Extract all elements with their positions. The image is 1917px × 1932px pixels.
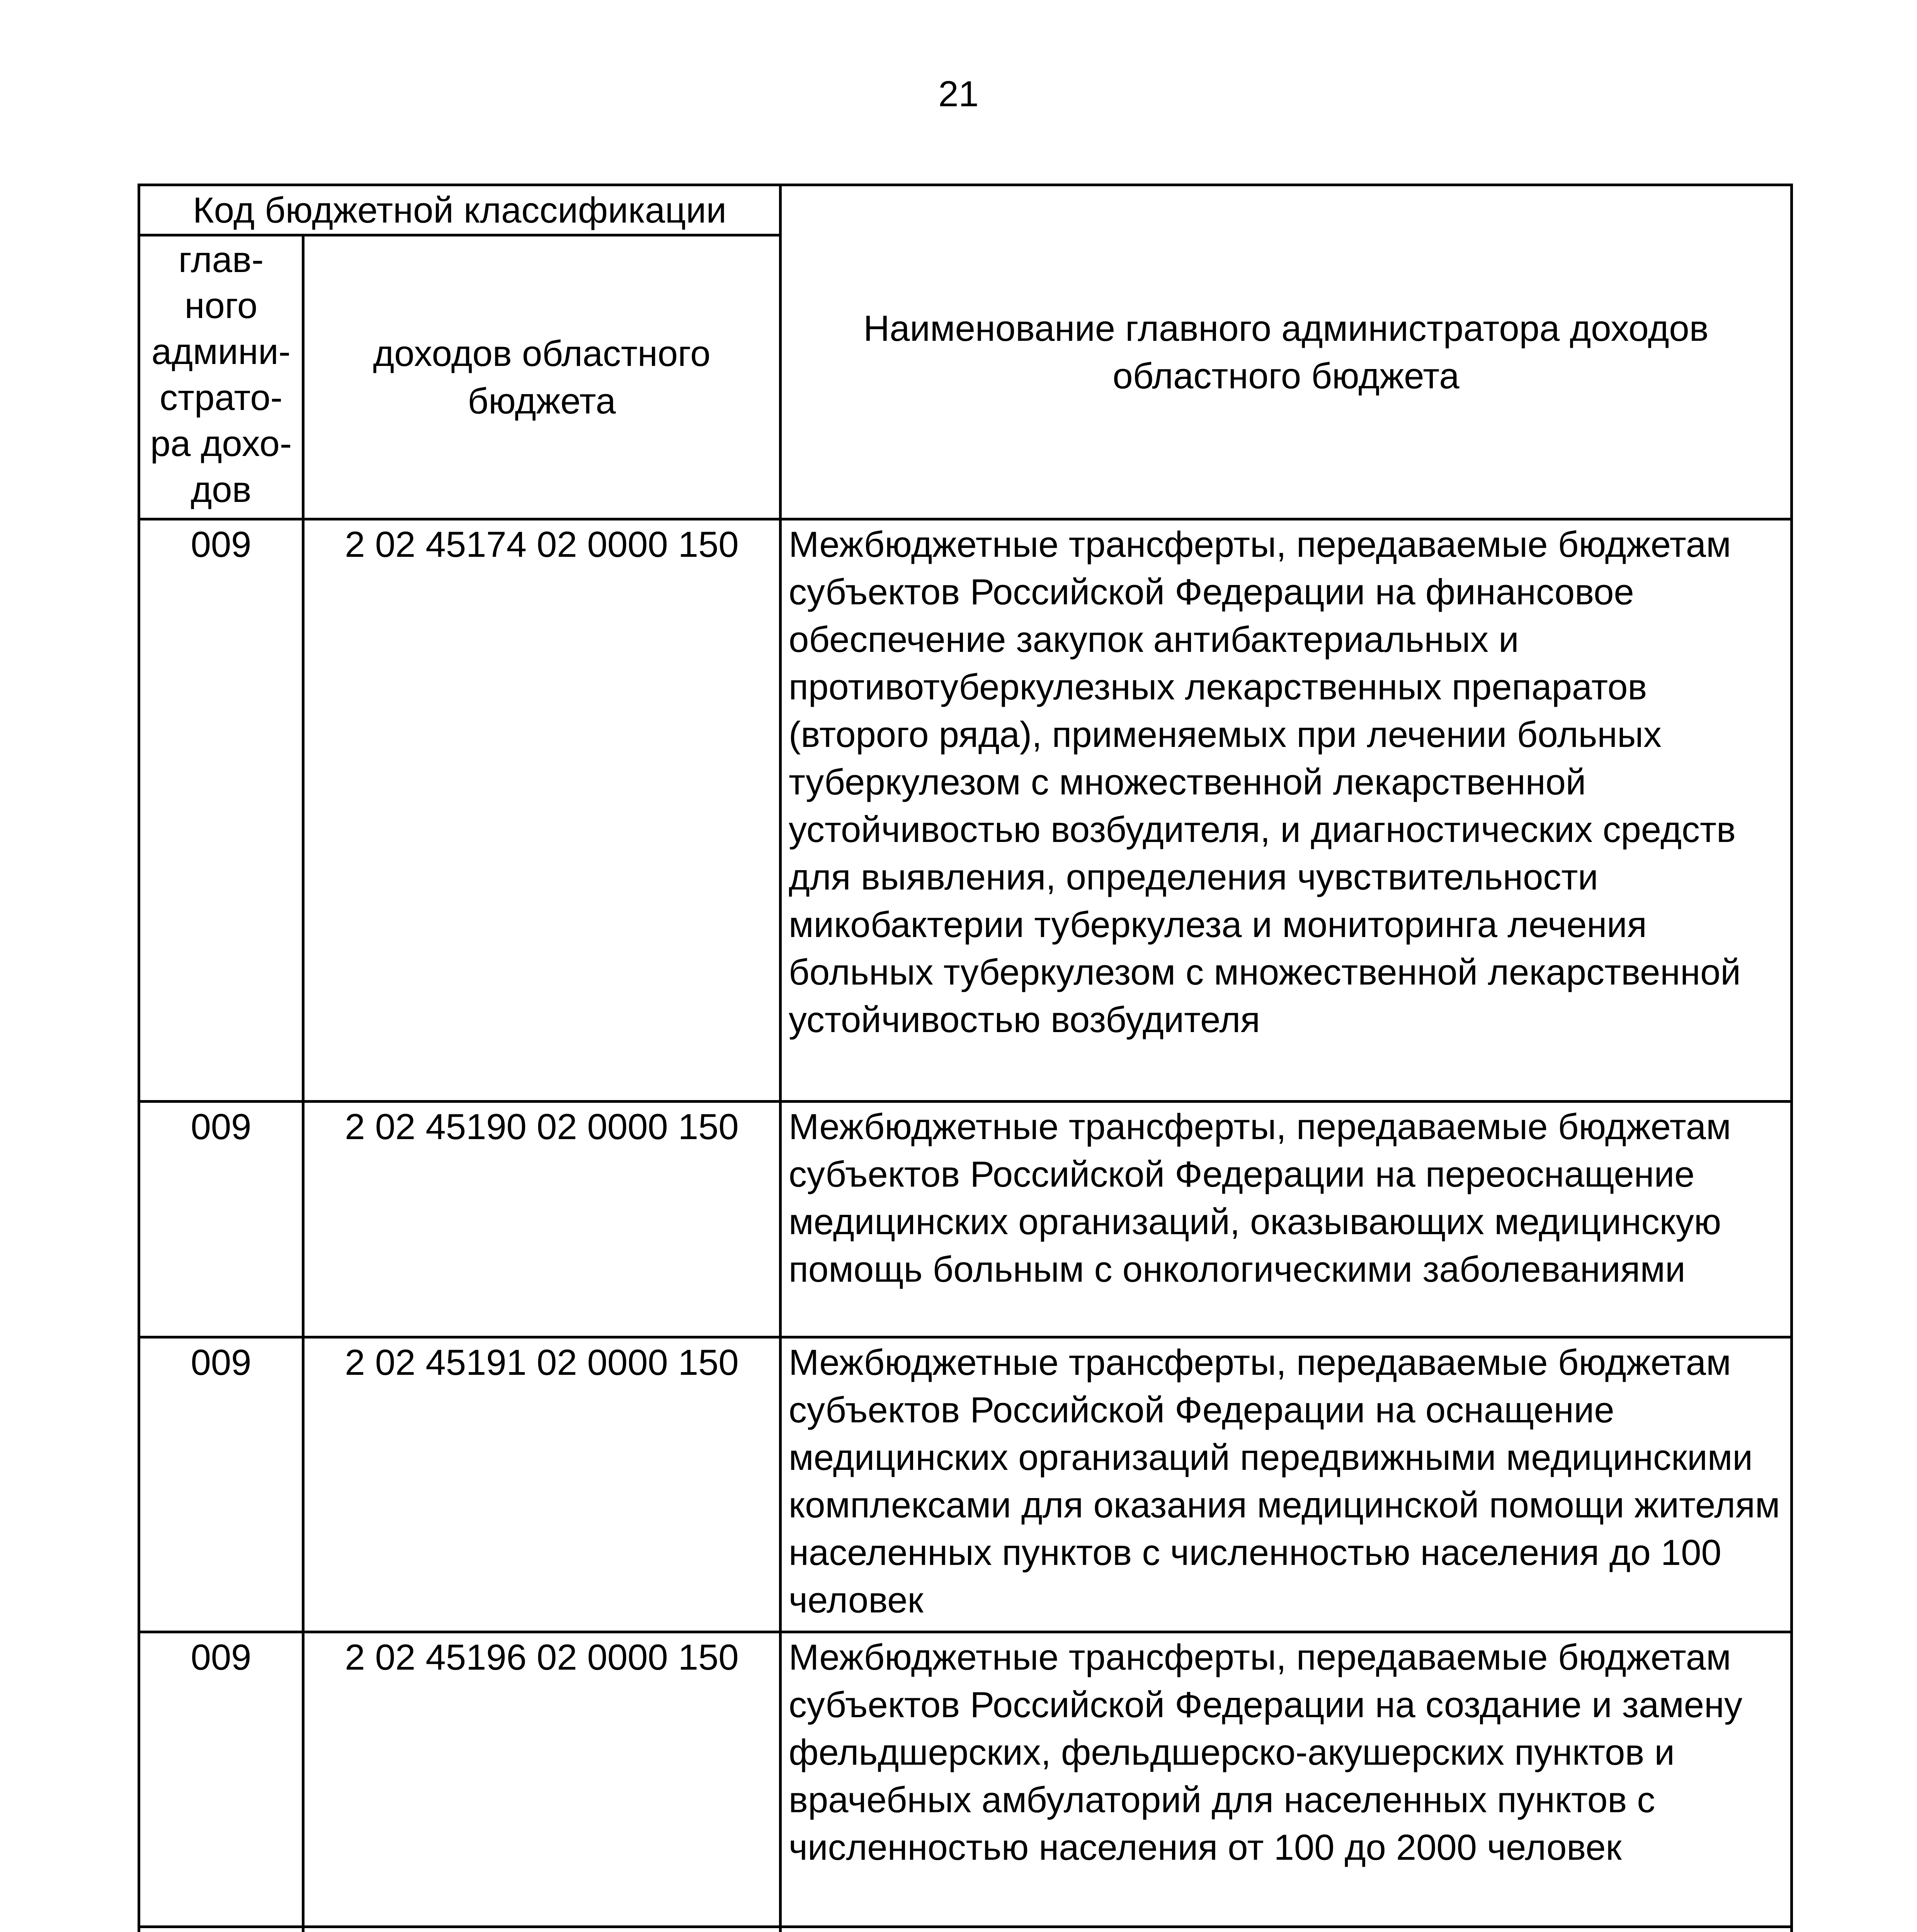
revenue-name-cell: Межбюджетные трансферты, передаваемые бюджетам субъектов Российской Федерации на оснащение медицинских организаций передвижными медицинскими комплексами для оказания медицинской помощи жителям населенных пунктов с численностью населения до 100 человек (781, 1337, 1792, 1632)
revenue-name-cell: Межбюджетные трансферты, передаваемые бюджетам субъектов Российской Федерации на финансовое обеспечение закупок антибактериальных и противотуберкулезных лекарственных препаратов (второго ряда), применяемых при лечении больных туберкулезом с множественной лекарственной устойчивостью возбудителя, и диагностических средств для выявления, определения чувствительности микобактерии туберкулеза и мониторинга лечения больных туберкулезом с множественной лекарственной устойчивостью возбудителя (781, 519, 1792, 1102)
budget-code-cell: 2 02 45174 02 0000 150 (303, 519, 781, 1102)
header-regional-budget-revenue-text: доходов областного бюджета (373, 333, 711, 421)
admin-code-cell: 009 (139, 1632, 303, 1927)
revenue-name-cell: Межбюджетные трансферты, передаваемые бюджетам субъектов Российской Федерации на переоснащение медицинских организаций, оказывающих медицинскую помощь больным с онкологическими заболеваниями (781, 1102, 1792, 1337)
budget-code-cell: 2 02 45196 02 0000 150 (303, 1632, 781, 1927)
revenue-name-cell: Межбюджетные трансферты, передаваемые бюджетам субъектов Российской Федерации на создание и замену фельдшерских, фельдшерско-акушерских пунктов и врачебных амбулаторий для населенных пунктов с численностью населения от 100 до 2000 человек (781, 1632, 1792, 1927)
budget-classification-table (138, 184, 1793, 1932)
header-administrator-name-text: Наименование главного администратора доходов областного бюджета (863, 308, 1709, 396)
budget-code-cell (303, 1927, 781, 1932)
budget-code-cell: 2 02 45191 02 0000 150 (303, 1337, 781, 1632)
admin-code-cell: 009 (139, 1337, 303, 1632)
revenue-name-cell (781, 1927, 1792, 1932)
admin-code-cell: 009 (139, 519, 303, 1102)
table-row (139, 1927, 1792, 1932)
table-row (139, 1337, 1792, 1632)
table-row (139, 1102, 1792, 1337)
table-row (139, 1632, 1792, 1927)
header-chief-administrator: глав-ного админи-страто-ра дохо-дов (139, 235, 303, 519)
page-number: 21 (938, 73, 979, 114)
budget-code-cell: 2 02 45190 02 0000 150 (303, 1102, 781, 1337)
header-administrator-name (781, 185, 1792, 519)
header-budget-classification-code: Код бюджетной классификации (139, 185, 781, 235)
header-regional-budget-revenue (303, 235, 781, 519)
admin-code-cell (139, 1927, 303, 1932)
table-row (139, 519, 1792, 1102)
table-header-row (139, 185, 1792, 235)
admin-code-cell: 009 (139, 1102, 303, 1337)
